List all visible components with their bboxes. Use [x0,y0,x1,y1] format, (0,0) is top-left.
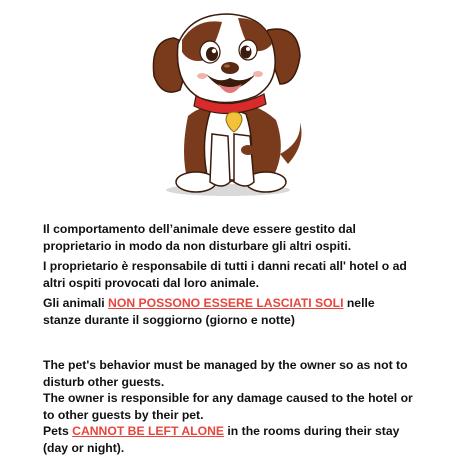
english-damage-paragraph: The owner is responsible for any damage caused to the hotel or to other guests by their pet. [43,391,413,422]
italian-damage-paragraph: I proprietario è responsabile di tutti i danni recati all' hotel o ad altri ospiti provocati dal loro animale. [43,259,407,290]
english-alone-paragraph [43,423,413,456]
italian-behavior-paragraph: Il comportamento dell’animale deve essere gestito dal proprietario in modo da non disturbare gli altri ospiti. [43,222,356,253]
english-alone-before: Pets [43,424,73,438]
italian-alone-paragraph [43,295,413,328]
english-policy-text [43,357,413,456]
cartoon-dog-icon [130,4,320,200]
italian-alone-after: nelle stanze durante il soggiorno (giorno e notte) [43,296,375,327]
italian-policy-text [43,221,413,332]
english-behavior-paragraph: The pet's behavior must be managed by the owner so as not to disturb other guests. [43,358,408,389]
italian-alone-highlight: NON POSSONO ESSERE LASCIATI SOLI [108,296,344,310]
italian-alone-before: Gli animali [43,296,109,310]
english-alone-after: in the rooms during their stay (day or night). [43,424,400,455]
english-alone-highlight: CANNOT BE LEFT ALONE [72,424,225,438]
